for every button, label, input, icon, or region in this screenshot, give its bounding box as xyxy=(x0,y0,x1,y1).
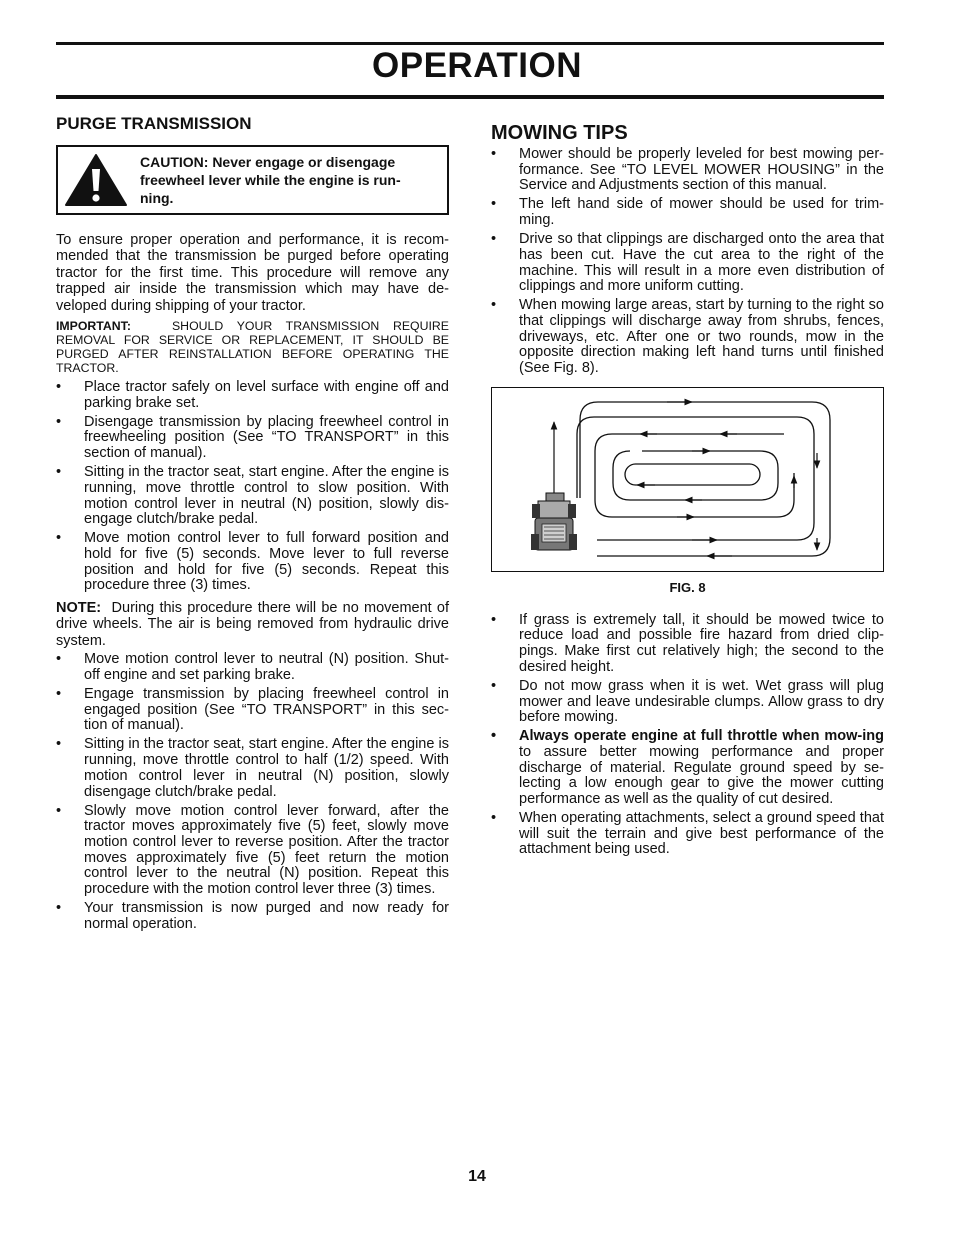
list-item: • Place tractor safely on level surface with engine off and parking brake set. xyxy=(56,379,449,411)
list-item: • Disengage transmission by placing freewheel control in freewheeling position (See “TO TRANSPORT” in this section of manual). xyxy=(56,413,449,462)
caution-text: CAUTION: Never engage or disengage freewheel lever while the engine is run-ning. xyxy=(140,154,401,206)
mowing-tips-section xyxy=(491,118,884,861)
important-text: SHOULD YOUR TRANSMISSION REQUIRE REMOVAL FOR SERVICE OR REPLACEMENT, IT SHOULD BE PURGED AFTER REINSTALLATION BEFORE OPERATING THE TRACTOR. xyxy=(56,319,449,376)
mowing-tips-heading: MOWING TIPS xyxy=(491,122,628,144)
bullet: • xyxy=(491,297,497,314)
tractor-icon xyxy=(531,493,577,550)
bullet: • xyxy=(56,464,62,481)
bullet: • xyxy=(491,196,497,213)
note-paragraph xyxy=(56,600,449,649)
list-item: • The left hand side of mower should be used for trim-ming. xyxy=(491,196,884,229)
bullet: • xyxy=(491,728,497,745)
bullet: • xyxy=(491,611,497,628)
important-label: IMPORTANT: xyxy=(56,319,131,334)
bullet: • xyxy=(56,900,62,917)
mowing-tips-list-2 xyxy=(491,613,884,858)
list-item: • Your transmission is now purged and now ready for normal operation. xyxy=(56,900,449,932)
page-title: OPERATION xyxy=(372,46,582,85)
bullet: • xyxy=(491,810,497,827)
list-item: • Move motion control lever to neutral (N) position. Shut-off engine and set parking brake. xyxy=(56,651,449,683)
purge-intro: To ensure proper operation and performance, it is recom-mended that the transmission be purged before operating tractor for the first time. This procedure will remove any trapped air inside the transmission which may have de-veloped during shipping of your tractor. xyxy=(56,232,449,314)
list-item: • Slowly move motion control lever forward, after the tractor moves approximately five (5) feet, slowly move motion control lever to reverse position. After the tractor moves approximately five (5) feet return the motion control lever to the neutral (N) position. Repeat this procedure with the motion control lever three (3) times. xyxy=(56,802,449,898)
figure-caption: FIG. 8 xyxy=(669,579,706,595)
purge-heading: PURGE TRANSMISSION xyxy=(56,114,252,133)
list-item: • Move motion control lever to full forward position and hold for five (5) seconds. Move lever to full reverse position and hold for five (5) seconds. Repeat this procedure three (3) times. xyxy=(56,530,449,594)
bullet: • xyxy=(491,231,497,248)
mowing-pattern-diagram xyxy=(492,388,883,571)
bullet: • xyxy=(56,379,62,396)
list-item: • Engage transmission by placing freewheel control in engaged position (See “TO TRANSPORT” in this sec-tion of manual). xyxy=(56,685,449,734)
bullet: • xyxy=(56,530,62,547)
bullet: • xyxy=(56,685,62,702)
note-label: NOTE: xyxy=(56,600,102,617)
list-item xyxy=(491,729,884,808)
list-item: • Mower should be properly leveled for best mowing per-formance. See “TO LEVEL MOWER HOUSING” in the Service and Adjustments section of this manual. xyxy=(491,146,884,194)
bullet: • xyxy=(56,802,62,819)
list-item: • If grass is extremely tall, it should be mowed twice to reduce load and possible fire hazard from dried clip-pings. Make first cut relatively high; the second to the desired height. xyxy=(491,611,884,675)
list-item: • Drive so that clippings are discharged onto the area that has been cut. Have the cut area to the right of the machine. This will result in a more even distribution of clippings and more uniform cutting. xyxy=(491,231,884,295)
note-text: During this procedure there will be no movement of drive wheels. The air is being removed from hydraulic drive system. xyxy=(56,600,449,649)
bullet: • xyxy=(56,413,62,430)
throttle-tip-text: to assure better mowing performance and proper discharge of material. Regulate ground speed by se-lecting a low enough gear to give the mower cutting performance as well as the quality of cut desired. xyxy=(519,743,884,808)
outer-loop xyxy=(580,402,830,556)
bullet: • xyxy=(56,651,62,668)
list-item: • Sitting in the tractor seat, start engine. After the engine is running, move throttle control to slow position. With motion control lever in neutral (N) position, slowly dis-engage clutch/brake pedal. xyxy=(56,464,449,528)
warning-exclamation-icon xyxy=(64,153,128,212)
purge-transmission-section xyxy=(56,114,449,936)
fourth-loop xyxy=(613,451,778,500)
page-number: 14 xyxy=(468,1168,486,1185)
header-rule-top xyxy=(56,42,884,45)
list-item: • Sitting in the tractor seat, start engine. After the engine is running, move throttle control to half (1/2) speed. With motion control lever in neutral (N) position, slowly disengage clutch/brake pedal. xyxy=(56,736,449,800)
important-notice xyxy=(56,319,449,375)
bullet: • xyxy=(56,736,62,753)
bullet: • xyxy=(491,146,497,162)
bullet: • xyxy=(491,677,497,694)
caution-box xyxy=(56,145,449,215)
list-item: • When mowing large areas, start by turning to the right so that clippings will discharge away from shrubs, fences, driveways, etc. After one or two rounds, mow in the opposite direction making left hand turns until finished (See Fig. 8). xyxy=(491,297,884,377)
header-rule-bottom xyxy=(56,95,884,99)
mowing-pattern-figure xyxy=(491,387,884,572)
throttle-tip-bold: Always operate engine at full throttle when mow-ing xyxy=(519,728,884,745)
purge-steps-list-2 xyxy=(56,652,449,932)
mowing-tips-list-1 xyxy=(491,147,884,377)
purge-steps-list-1 xyxy=(56,380,449,594)
list-item: • Do not mow grass when it is wet. Wet grass will plug mower and leave undesirable clumps. Allow grass to dry before mowing. xyxy=(491,677,884,726)
inner-loop xyxy=(625,464,760,485)
mowing-path xyxy=(577,402,830,556)
list-item: • When operating attachments, select a ground speed that will suit the terrain and give best performance of the attachment being used. xyxy=(491,810,884,858)
